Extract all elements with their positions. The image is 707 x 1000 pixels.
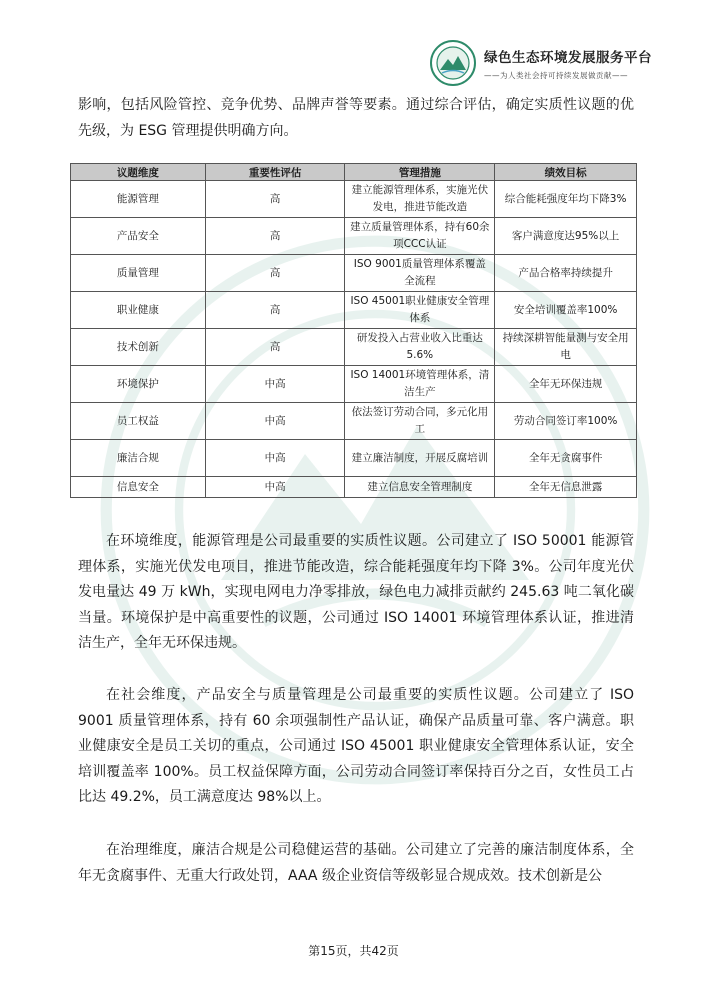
column-header: 管理措施 [345, 164, 495, 181]
table-cell: ISO 45001职业健康安全管理体系 [345, 292, 495, 329]
table-cell: 技术创新 [71, 329, 206, 366]
table-cell: 产品合格率持续提升 [495, 255, 637, 292]
table-cell: ISO 9001质量管理体系覆盖全流程 [345, 255, 495, 292]
table-cell: 建立能源管理体系，实施光伏发电，推进节能改造 [345, 181, 495, 218]
table-cell: 中高 [205, 440, 345, 477]
table-cell: 高 [205, 255, 345, 292]
table-row [71, 403, 637, 440]
table-cell: 中高 [205, 403, 345, 440]
table-row [71, 181, 637, 218]
intro-paragraph: 影响，包括风险管控、竞争优势、品牌声誉等要素。通过综合评估，确定实质性议题的优先级，为 ESG 管理提供明确方向。 [78, 97, 634, 139]
table-cell: 能源管理 [71, 181, 206, 218]
table-cell: 安全培训覆盖率100% [495, 292, 637, 329]
environment-paragraph: 在环境维度，能源管理是公司最重要的实质性议题。公司建立了 ISO 50001 能源管理体系，实施光伏发电项目，推进节能改造，综合能耗强度年均下降 3%。公司年度光伏发电量达 49 万 kWh，实现电网电力净零排放，绿色电力减排贡献约 245.63 吨二氧化碳当量。环境保护是中高重要性的议题，公司通过 ISO 14001 环境管理体系认证，推进清洁生产，全年无环保违规。 [78, 533, 634, 651]
platform-logo-icon [430, 40, 476, 86]
table-header-row [71, 164, 637, 181]
table-row [71, 366, 637, 403]
table-cell: 高 [205, 181, 345, 218]
column-header: 议题维度 [71, 164, 206, 181]
table-cell: 员工权益 [71, 403, 206, 440]
table-cell: 职业健康 [71, 292, 206, 329]
table-cell: 全年无贪腐事件 [495, 440, 637, 477]
table-cell: 高 [205, 218, 345, 255]
table-cell: 客户满意度达95%以上 [495, 218, 637, 255]
table-cell: 高 [205, 292, 345, 329]
table-cell: 持续深耕智能量测与安全用电 [495, 329, 637, 366]
column-header: 绩效目标 [495, 164, 637, 181]
table-cell: 劳动合同签订率100% [495, 403, 637, 440]
table-cell: 质量管理 [71, 255, 206, 292]
table-cell: 建立信息安全管理制度 [345, 477, 495, 498]
table-row [71, 440, 637, 477]
governance-paragraph: 在治理维度，廉洁合规是公司稳健运营的基础。公司建立了完善的廉洁制度体系，全年无贪腐事件、无重大行政处罚，AAA 级企业资信等级彰显合规成效。技术创新是公 [78, 842, 634, 884]
table-row [71, 477, 637, 498]
table-cell: 廉洁合规 [71, 440, 206, 477]
table-cell: 高 [205, 329, 345, 366]
table-cell: 信息安全 [71, 477, 206, 498]
table-row [71, 292, 637, 329]
table-cell: 全年无信息泄露 [495, 477, 637, 498]
column-header: 重要性评估 [205, 164, 345, 181]
table-row [71, 255, 637, 292]
platform-title: 绿色生态环境发展服务平台 [484, 50, 652, 66]
table-row [71, 329, 637, 366]
table-row [71, 218, 637, 255]
table-cell: 中高 [205, 477, 345, 498]
table-cell: 建立廉洁制度，开展反腐培训 [345, 440, 495, 477]
table-cell: 产品安全 [71, 218, 206, 255]
table-cell: 中高 [205, 366, 345, 403]
social-paragraph: 在社会维度，产品安全与质量管理是公司最重要的实质性议题。公司建立了 ISO 9001 质量管理体系，持有 60 余项强制性产品认证，确保产品质量可靠、客户满意。职业健康安全是员工关切的重点，公司通过 ISO 45001 职业健康安全管理体系认证，安全培训覆盖率 100%。员工权益保障方面，公司劳动合同签订率保持百分之百，女性员工占比达 49.2%，员工满意度达 98%以上。 [78, 687, 634, 805]
table-cell: 环境保护 [71, 366, 206, 403]
page-number: 第15页，共42页 [308, 944, 399, 958]
platform-slogan: ——为人类社会持可持续发展做贡献—— [484, 71, 628, 80]
table-cell: 依法签订劳动合同，多元化用工 [345, 403, 495, 440]
table-cell: 研发投入占营业收入比重达5.6% [345, 329, 495, 366]
materiality-table [70, 163, 637, 498]
table-cell: 建立质量管理体系，持有60余项CCC认证 [345, 218, 495, 255]
table-cell: 全年无环保违规 [495, 366, 637, 403]
table-cell: ISO 14001环境管理体系，清洁生产 [345, 366, 495, 403]
table-cell: 综合能耗强度年均下降3% [495, 181, 637, 218]
